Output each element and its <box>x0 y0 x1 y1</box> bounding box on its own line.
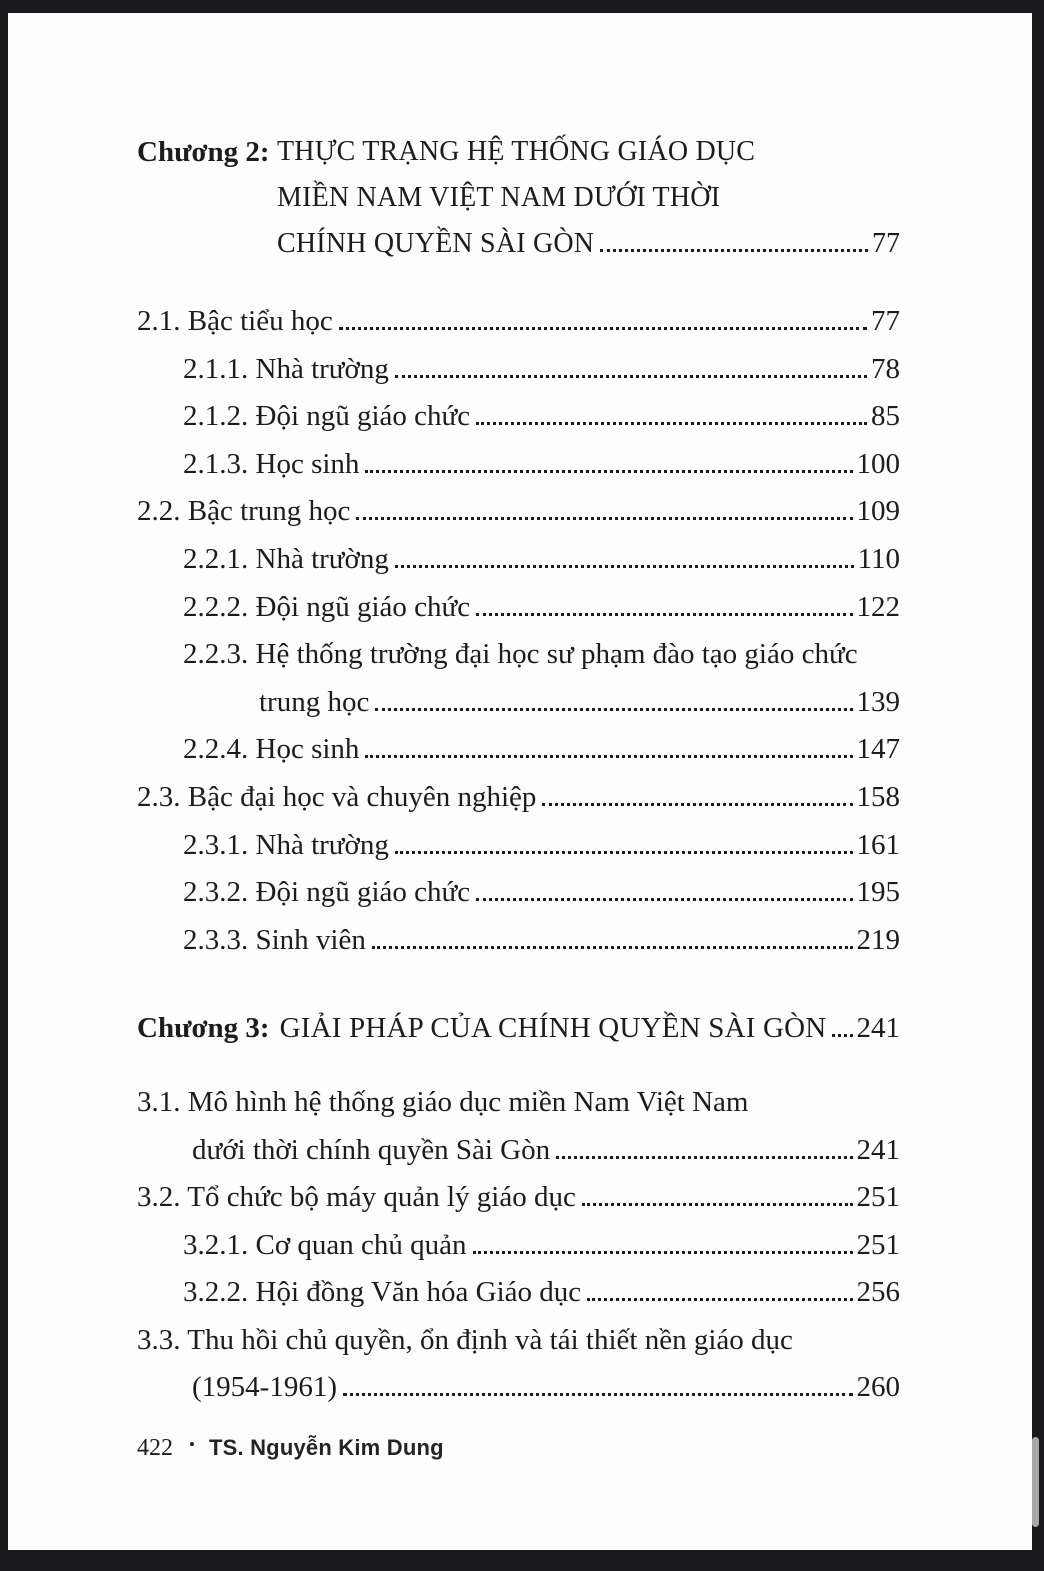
page-ref: 85 <box>871 400 900 433</box>
toc-entry-text: 3.2.2. Hội đồng Văn hóa Giáo dục <box>183 1276 582 1309</box>
leader-dots <box>395 374 867 378</box>
leader-dots <box>476 897 852 901</box>
toc-entry-wrapped-first-line <box>137 631 900 679</box>
toc-entry <box>137 1222 900 1270</box>
leader-dots <box>339 326 867 330</box>
toc-entry <box>137 536 900 584</box>
leader-dots <box>600 248 868 252</box>
toc-entry-continuation <box>137 1364 900 1412</box>
leader-dots <box>556 1155 852 1159</box>
toc-entry-text: 3.3. Thu hồi chủ quyền, ổn định và tái thiết nền giáo dục <box>137 1323 793 1356</box>
toc-entry-text: 2.2.4. Học sinh <box>183 733 360 766</box>
scrollbar-thumb[interactable] <box>1032 1437 1039 1527</box>
leader-dots <box>832 1033 852 1037</box>
book-page-scan <box>8 13 1032 1550</box>
toc-entry-text: 2.3. Bậc đại học và chuyên nghiệp <box>137 780 537 813</box>
chapter-3-label: Chương 3: <box>137 1012 270 1045</box>
chapter-2-title-line-2: MIỀN NAM VIỆT NAM DƯỚI THỜI <box>277 182 721 213</box>
leader-dots <box>395 850 853 854</box>
table-of-contents <box>8 13 1032 1412</box>
toc-entry-wrapped-first-line <box>137 1317 900 1365</box>
toc-entry <box>137 298 900 346</box>
leader-dots <box>473 1250 853 1254</box>
page-ref: 109 <box>856 495 900 528</box>
chapter-2-title-line-3-row <box>277 221 900 267</box>
toc-entry-text: 2.2.1. Nhà trường <box>183 542 389 575</box>
chapter-2-heading <box>137 129 900 267</box>
leader-dots <box>582 1202 853 1206</box>
leader-dots <box>587 1297 852 1301</box>
page-ref: 241 <box>856 1133 900 1166</box>
page-ref: 77 <box>872 228 900 259</box>
page-ref: 219 <box>856 923 900 956</box>
chapter-3-title: GIẢI PHÁP CỦA CHÍNH QUYỀN SÀI GÒN <box>279 1012 827 1045</box>
page-ref: 77 <box>871 305 900 337</box>
toc-entry-text: 2.3.1. Nhà trường <box>183 828 389 861</box>
page-ref: 256 <box>856 1276 900 1309</box>
page-ref: 260 <box>856 1371 900 1404</box>
chapter-2-title-line-3: CHÍNH QUYỀN SÀI GÒN <box>277 228 595 259</box>
leader-dots <box>476 421 867 425</box>
toc-entry <box>137 584 900 632</box>
leader-dots <box>372 945 853 949</box>
page-ref: 251 <box>856 1181 900 1214</box>
toc-entry-text: 3.2. Tổ chức bộ máy quản lý giáo dục <box>137 1181 576 1214</box>
page-ref: 195 <box>856 876 900 909</box>
toc-entry-text: 2.1.3. Học sinh <box>183 447 360 480</box>
toc-entry-text: dưới thời chính quyền Sài Gòn <box>192 1133 551 1166</box>
toc-entry-continuation <box>137 679 900 727</box>
toc-entry-wrapped-first-line <box>137 1079 900 1127</box>
toc-entry-text: 2.3.2. Đội ngũ giáo chức <box>183 876 471 909</box>
toc-entry <box>137 869 900 917</box>
page-footer <box>137 1435 444 1462</box>
toc-entry <box>137 1174 900 1222</box>
toc-entry-text: 2.2.3. Hệ thống trường đại học sư phạm đào tạo giáo chức <box>183 638 858 671</box>
page-ref: 78 <box>871 352 900 385</box>
toc-entry-text: 2.1.2. Đội ngũ giáo chức <box>183 400 471 433</box>
page-ref: 241 <box>856 1012 900 1045</box>
chapter-2-entries <box>137 298 900 964</box>
page-ref: 122 <box>856 590 900 623</box>
toc-entry <box>137 488 900 536</box>
leader-dots <box>365 754 852 758</box>
chapter-3-heading <box>137 1005 900 1053</box>
toc-entry <box>137 726 900 774</box>
toc-entry-continuation <box>137 1127 900 1175</box>
page-ref: 110 <box>857 542 900 575</box>
page-ref: 100 <box>856 447 900 480</box>
toc-entry <box>137 1269 900 1317</box>
toc-entry-text: 2.1. Bậc tiểu học <box>137 305 333 337</box>
toc-entry <box>137 917 900 965</box>
page-ref: 161 <box>856 828 900 861</box>
toc-entry <box>137 346 900 394</box>
page-ref: 147 <box>856 733 900 766</box>
toc-entry <box>137 774 900 822</box>
page-ref: 139 <box>856 685 900 718</box>
toc-entry-text: (1954-1961) <box>192 1371 337 1404</box>
leader-dots <box>356 516 852 520</box>
folio-page-number: 422 <box>137 1435 173 1461</box>
footer-bullet-icon: • <box>189 1435 195 1454</box>
chapter-2-label: Chương 2: <box>137 136 270 168</box>
chapter-3-entries <box>137 1079 900 1412</box>
toc-entry-text: 2.3.3. Sinh viên <box>183 923 366 956</box>
leader-dots <box>476 612 852 616</box>
toc-entry <box>137 441 900 489</box>
toc-entry <box>137 393 900 441</box>
footer-author: TS. Nguyễn Kim Dung <box>208 1435 444 1460</box>
toc-entry-text: 2.1.1. Nhà trường <box>183 352 389 385</box>
page-ref: 158 <box>856 780 900 813</box>
toc-entry-text: 2.2. Bậc trung học <box>137 495 351 528</box>
toc-entry-text: 3.2.1. Cơ quan chủ quản <box>183 1228 467 1261</box>
leader-dots <box>375 707 852 711</box>
toc-entry-text: trung học <box>259 685 370 718</box>
leader-dots <box>395 564 854 568</box>
page-ref: 251 <box>856 1228 900 1261</box>
leader-dots <box>542 802 852 806</box>
leader-dots <box>343 1392 853 1396</box>
chapter-2-title-line-1: THỰC TRẠNG HỆ THỐNG GIÁO DỤC <box>277 136 756 167</box>
toc-entry <box>137 822 900 870</box>
toc-entry-text: 3.1. Mô hình hệ thống giáo dục miền Nam Việt Nam <box>137 1085 749 1118</box>
leader-dots <box>365 469 852 473</box>
toc-entry-text: 2.2.2. Đội ngũ giáo chức <box>183 590 471 623</box>
